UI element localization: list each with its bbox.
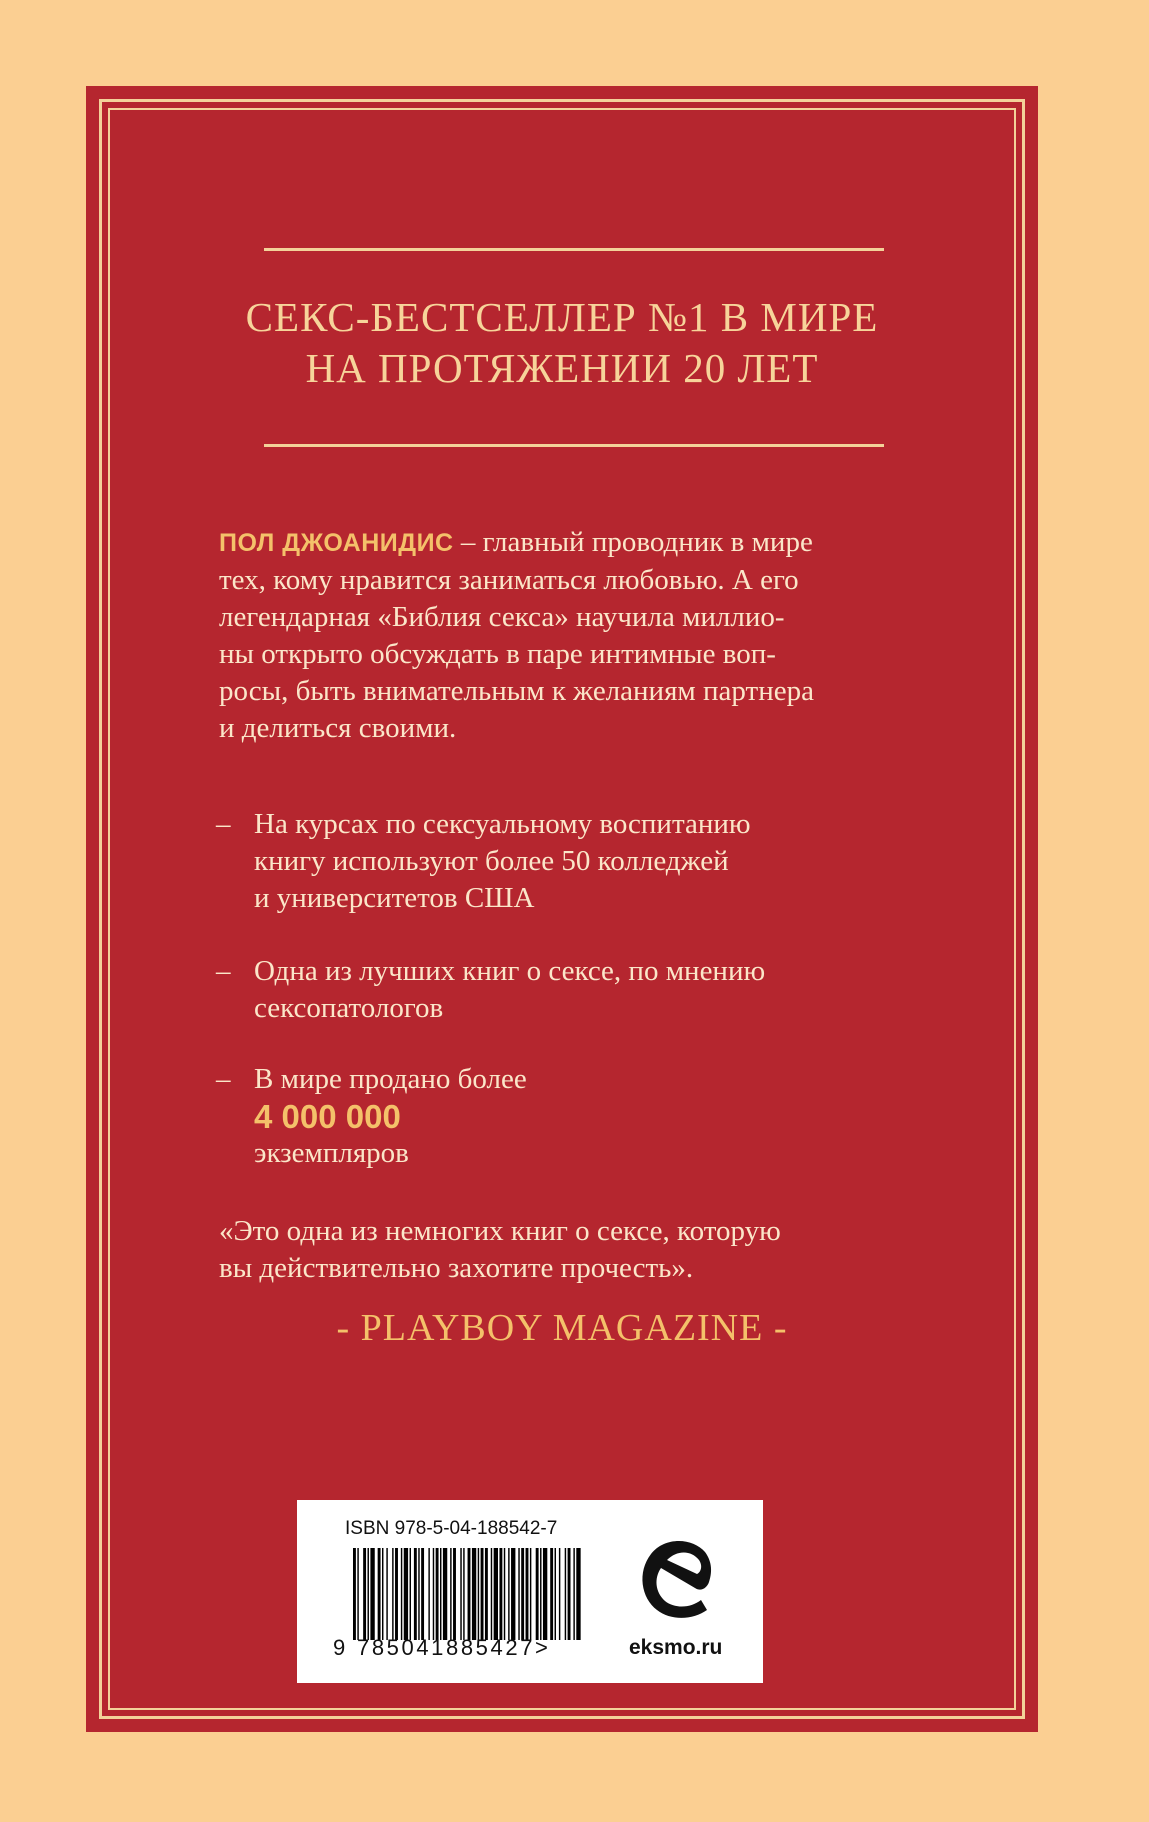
barcode-panel — [297, 1500, 763, 1683]
intro-line-5: росы, быть внимательным к желаниям партнера — [219, 675, 814, 707]
quote-source: - PLAYBOY MAGAZINE - — [336, 1307, 788, 1349]
intro-line-3: легендарная «Библия секса» научила миллио- — [219, 601, 785, 633]
bullet-1-line-3: и университетов США — [254, 882, 535, 914]
bullet-2-line-2: сексопатологов — [254, 992, 444, 1024]
headline-top-rule — [264, 248, 884, 251]
cover-panel — [86, 86, 1038, 1732]
bullet-3-line-1 — [254, 1061, 527, 1135]
bullet-dash: – — [216, 1063, 231, 1095]
quote-line-2: вы действительно захотите прочесть». — [219, 1252, 694, 1284]
quote-line-1: «Это одна из немногих книг о сексе, которую — [219, 1215, 781, 1247]
intro-paragraph — [219, 524, 919, 747]
bullet-3-line-2: экземпляров — [254, 1137, 409, 1169]
bullet-dash: – — [216, 955, 231, 987]
intro-line-4: ны открыто обсуждать в паре интимные воп- — [219, 638, 776, 670]
review-quote — [219, 1213, 919, 1287]
intro-line-6: и делиться своими. — [219, 712, 457, 744]
ean-digits: 785041885427> — [357, 1635, 551, 1660]
headline-line-1: СЕКС-БЕСТСЕЛЛЕР №1 В МИРЕ — [245, 294, 879, 340]
eksmo-logo-icon — [635, 1530, 725, 1630]
bullet-1-line-2: книгу используют более 50 колледжей — [254, 845, 729, 877]
bullet-dash: – — [216, 808, 231, 840]
publisher-site: eksmo.ru — [629, 1636, 723, 1659]
isbn-text: ISBN 978-5-04-188542-7 — [345, 1518, 558, 1539]
headline — [186, 292, 938, 394]
intro-line-1 — [219, 524, 919, 562]
bullet-1-line-1: На курсах по сексуальному воспитанию — [254, 808, 751, 840]
ean-first-digit: 9 — [333, 1635, 346, 1660]
bullet-3-text: В мире продано более — [254, 1063, 527, 1095]
headline-line-2: НА ПРОТЯЖЕНИИ 20 ЛЕТ — [305, 345, 819, 391]
headline-bottom-rule — [264, 444, 884, 447]
bullet-2-line-1: Одна из лучших книг о сексе, по мнению — [254, 955, 766, 987]
copies-sold-number: 4 000 000 — [254, 1098, 401, 1135]
intro-line-1-rest: – главный проводник в мире — [453, 526, 813, 558]
author-name: ПОЛ ДЖОАНИДИС — [219, 529, 454, 557]
barcode-graphic — [353, 1548, 581, 1640]
intro-line-2: тех, кому нравится заниматься любовью. А его — [219, 564, 799, 596]
